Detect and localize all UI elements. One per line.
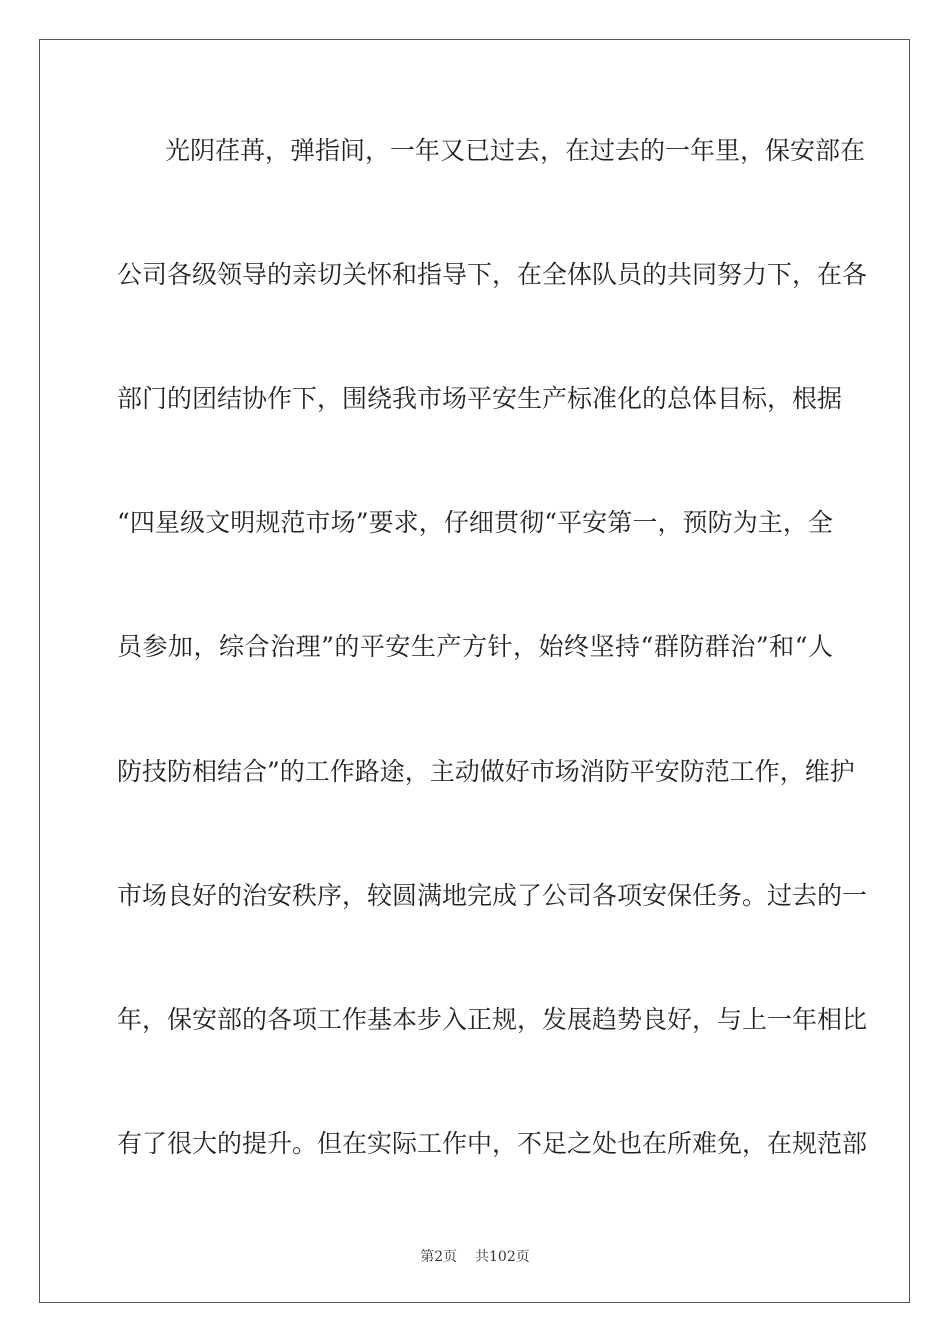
paragraph-line: 市场良好的治安秩序，较圆满地完成了公司各项安保任务。过去的一 (117, 881, 868, 910)
paragraph-line: 有了很大的提升。但在实际工作中，不足之处也在所难免，在规范部 (117, 1129, 868, 1158)
paragraph-line: “四星级文明规范市场”要求，仔细贯彻“平安第一，预防为主，全 (117, 508, 833, 537)
current-page-label: 第2页 (420, 1249, 458, 1265)
page-footer (0, 1248, 950, 1266)
paragraph-line: 光阴荏苒，弹指间，一年又已过去，在过去的一年里，保安部在 (165, 136, 866, 165)
paragraph-line: 员参加，综合治理”的平安生产方针，始终坚持“群防群治”和“人 (117, 632, 833, 661)
paragraph-line: 年，保安部的各项工作基本步入正规，发展趋势良好，与上一年相比 (117, 1005, 868, 1034)
paragraph-line: 公司各级领导的亲切关怀和指导下，在全体队员的共同努力下，在各 (117, 260, 868, 289)
total-pages-label: 共102页 (475, 1249, 530, 1265)
paragraph-line: 防技防相结合”的工作路途，主动做好市场消防平安防范工作，维护 (117, 757, 855, 786)
page-border (39, 39, 910, 1303)
paragraph-line: 部门的团结协作下，围绕我市场平安生产标准化的总体目标，根据 (117, 384, 843, 413)
